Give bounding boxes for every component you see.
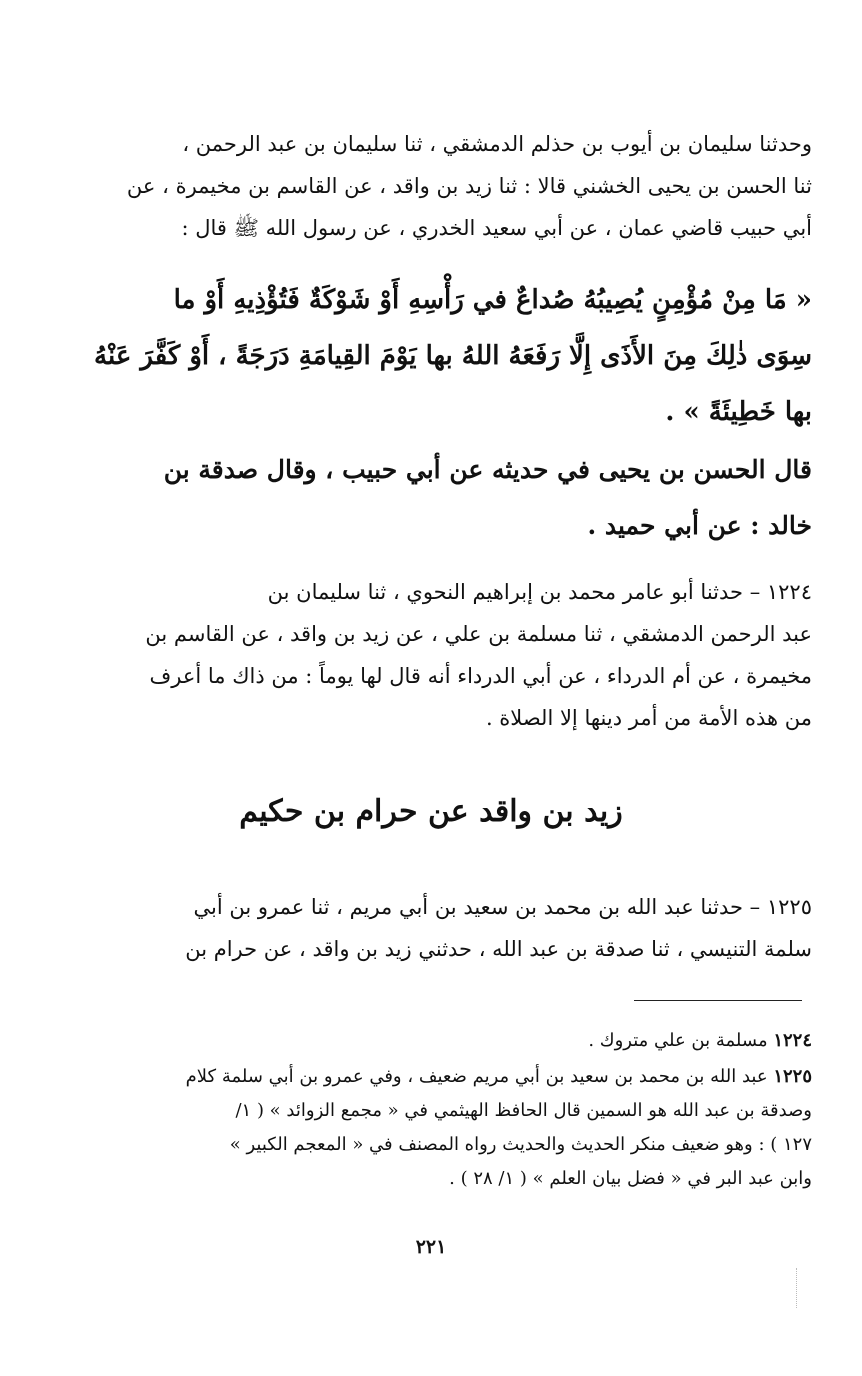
text-line: بها خَطِيئَةً » . bbox=[665, 397, 812, 427]
footnote-text: مسلمة بن علي متروك . bbox=[588, 1030, 768, 1051]
text-line: « مَا مِنْ مُؤْمِنٍ يُصِيبُهُ صُداعٌ في رَأْسِهِ أَوْ شَوْكَةٌ فَتُؤْذِيهِ أَوْ ما bbox=[173, 285, 812, 315]
intro-paragraph bbox=[47, 123, 812, 249]
scan-edge-mark bbox=[796, 1268, 798, 1308]
footnote-number: ١٢٢٤ bbox=[773, 1030, 812, 1051]
footnote-text: عبد الله بن محمد بن سعيد بن أبي مريم ضعيف ، وفي عمرو بن أبي سلمة كلام bbox=[185, 1066, 768, 1087]
footnote-line: ١٢٧ ) : وهو ضعيف منكر الحديث والحديث رواه المصنف في « المعجم الكبير » bbox=[229, 1134, 812, 1155]
text-line: سِوَى ذٰلِكَ مِنَ الأَذَى إِلَّا رَفَعَهُ اللهُ بها يَوْمَ القِيامَةِ دَرَجَةً ، أَوْ كَفَّرَ عَنْهُ bbox=[94, 341, 812, 371]
footnote-number: ١٢٢٥ bbox=[773, 1066, 812, 1087]
text-line: مخيمرة ، عن أم الدرداء ، عن أبي الدرداء أنه قال لها يوماً : من ذاك ما أعرف bbox=[149, 664, 812, 688]
text-line: ١٢٢٤ – حدثنا أبو عامر محمد بن إبراهيم النحوي ، ثنا سليمان بن bbox=[267, 580, 812, 604]
footnote-line bbox=[47, 1060, 812, 1094]
hadith-text bbox=[47, 272, 812, 440]
footnote-line: وابن عبد البر في « فضل بيان العلم » ( ١/ ٢٨ ) . bbox=[449, 1168, 812, 1189]
footnote-line bbox=[47, 1024, 812, 1058]
section-heading: زيد بن واقد عن حرام بن حكيم bbox=[239, 794, 623, 829]
text-line: قال الحسن بن يحيى في حديثه عن أبي حبيب ، وقال صدقة بن bbox=[163, 455, 812, 484]
text-line: من هذه الأمة من أمر دينها إلا الصلاة . bbox=[485, 706, 812, 730]
text-line: سلمة التنيسي ، ثنا صدقة بن عبد الله ، حدثني زيد بن واقد ، عن حرام بن bbox=[185, 937, 812, 961]
footnote-1224 bbox=[47, 1024, 812, 1058]
narration-note bbox=[47, 442, 812, 554]
footnote-1225 bbox=[47, 1060, 812, 1196]
text-line: عبد الرحمن الدمشقي ، ثنا مسلمة بن علي ، عن زيد بن واقد ، عن القاسم بن bbox=[145, 622, 812, 646]
text-line: خالد : عن أبي حميد . bbox=[587, 511, 812, 540]
text-line: ١٢٢٥ – حدثنا عبد الله بن محمد بن سعيد بن أبي مريم ، ثنا عمرو بن أبي bbox=[193, 895, 812, 919]
hadith-entry-1224 bbox=[47, 571, 812, 739]
hadith-entry-1225 bbox=[47, 886, 812, 970]
footnote-line: وصدقة بن عبد الله هو السمين قال الحافظ الهيثمي في « مجمع الزوائد » ( ١/ bbox=[235, 1100, 812, 1121]
footnote-separator bbox=[634, 1000, 802, 1001]
text-line: وحدثنا سليمان بن أيوب بن حذلم الدمشقي ، ثنا سليمان بن عبد الرحمن ، bbox=[182, 132, 812, 156]
page-number: ٢٢١ bbox=[415, 1236, 447, 1258]
text-line: ثنا الحسن بن يحيى الخشني قالا : ثنا زيد بن واقد ، عن القاسم بن مخيمرة ، عن bbox=[126, 174, 812, 198]
text-line: أبي حبيب قاضي عمان ، عن أبي سعيد الخدري ، عن رسول الله ﷺ قال : bbox=[181, 216, 812, 240]
